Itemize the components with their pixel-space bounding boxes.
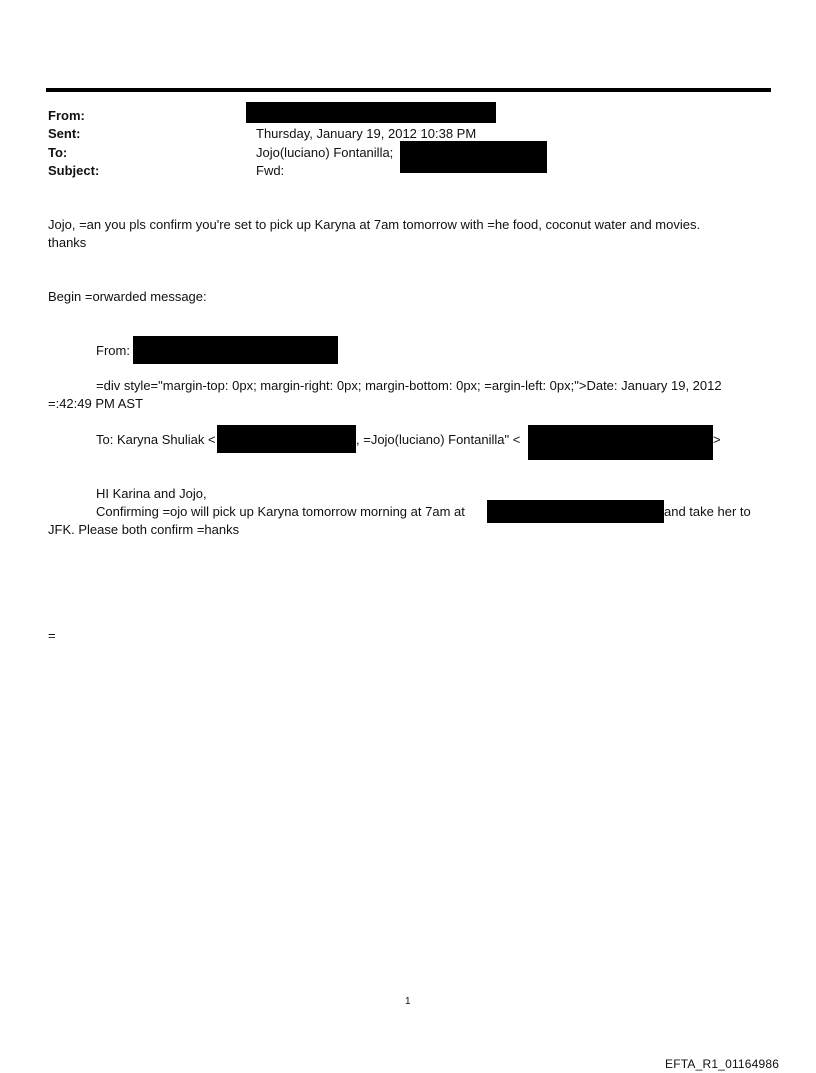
- fwd-to-suffix: >: [713, 432, 721, 447]
- div-line-2: =:42:49 PM AST: [48, 396, 144, 411]
- confirm-line-b: and take her to: [664, 504, 751, 519]
- body-line-1: Jojo, =an you pls confirm you're set to pick up Karyna at 7am tomorrow with =he food, coconut water and movies.: [48, 217, 701, 232]
- fwd-to-middle: , =Jojo(luciano) Fontanilla" <: [356, 432, 521, 447]
- sent-label: Sent:: [48, 126, 81, 141]
- fwd-to-prefix: To: Karyna Shuliak <: [96, 432, 216, 447]
- redacted-fwd-to-1: [217, 425, 356, 453]
- to-label: To:: [48, 145, 68, 160]
- confirm-line-a: Confirming =ojo will pick up Karyna tomorrow morning at 7am at: [96, 504, 465, 519]
- redacted-fwd-to-2: [528, 425, 713, 460]
- redacted-address: [487, 500, 664, 523]
- subject-label: Subject:: [48, 163, 100, 178]
- bates-number: EFTA_R1_01164986: [665, 1057, 780, 1071]
- page-number: 1: [405, 996, 411, 1007]
- to-value: Jojo(luciano) Fontanilla;: [256, 145, 394, 160]
- redacted-to: [400, 141, 547, 173]
- equals-sign: =: [48, 628, 56, 643]
- body-line-2: thanks: [48, 235, 87, 250]
- redacted-from: [246, 102, 496, 123]
- fwd-from-label: From:: [96, 343, 130, 358]
- div-line-1: =div style="margin-top: 0px; margin-right: 0px; margin-bottom: 0px; =argin-left: 0px;">Date: January 19, 2012: [96, 378, 722, 393]
- confirm-line-c: JFK. Please both confirm =hanks: [48, 522, 240, 537]
- subject-value: Fwd:: [256, 163, 285, 178]
- header-rule: [46, 88, 771, 92]
- from-label: From:: [48, 108, 85, 123]
- forward-intro: Begin =orwarded message:: [48, 289, 207, 304]
- redacted-fwd-from: [133, 336, 338, 364]
- sent-value: Thursday, January 19, 2012 10:38 PM: [256, 126, 477, 141]
- greeting: HI Karina and Jojo,: [96, 486, 207, 501]
